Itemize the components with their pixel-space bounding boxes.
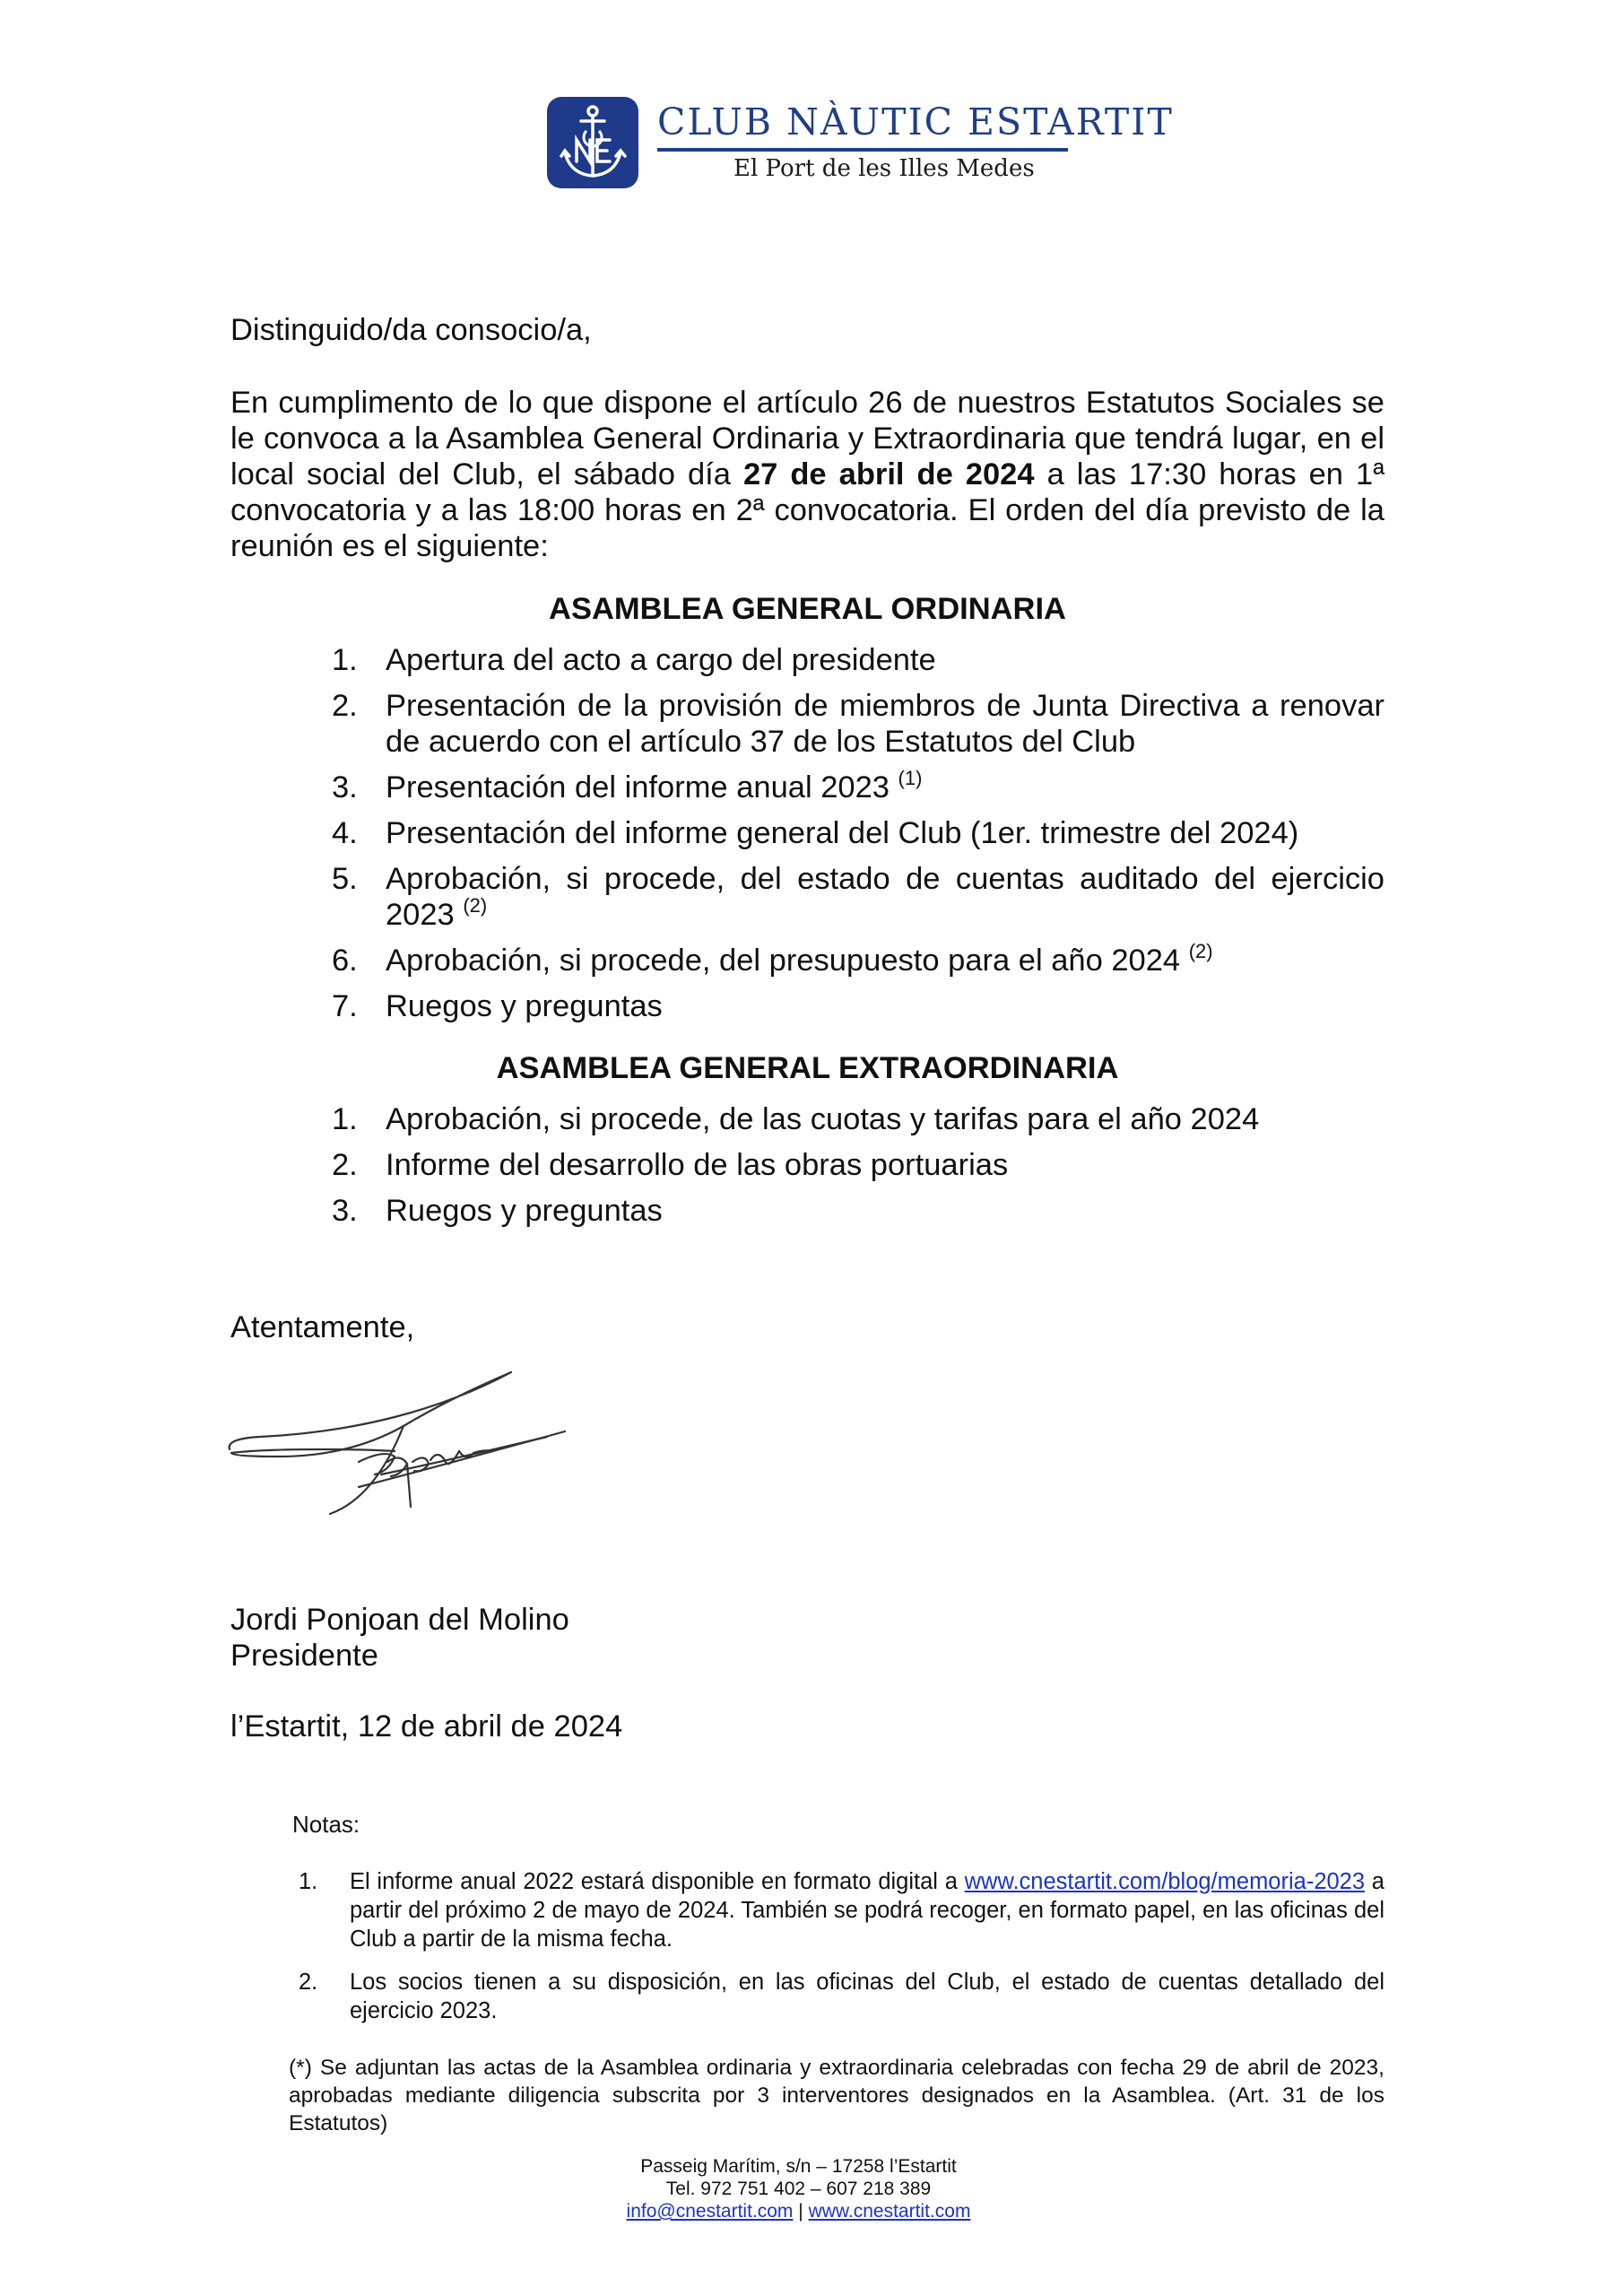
footer-phone: Tel. 972 751 402 – 607 218 389 <box>665 2179 932 2199</box>
signer-role: Presidente <box>230 1639 378 1673</box>
club-subtitle: El Port de les Illes Medes <box>733 155 1035 182</box>
agenda-item <box>332 861 1384 933</box>
agenda-item-text: Ruegos y preguntas <box>386 989 663 1023</box>
agenda-item-number: 5. <box>332 862 358 896</box>
footnote-ref: (1) <box>898 767 923 789</box>
note-text-end: a partir del próximo 2 de mayo de 2024. También se podrá recoger, en formato papel, en las oficinas del Club a partir de la misma fecha. <box>350 1869 1384 1952</box>
agenda-item <box>332 642 1384 678</box>
agenda-item-text: Aprobación, si procede, del presupuesto para el año 2024 <box>386 944 1189 978</box>
signature-icon <box>224 1363 583 1534</box>
note-item <box>299 1968 1384 2025</box>
agenda-item <box>332 1101 1384 1137</box>
greeting: Distinguido/da consocio/a, <box>230 313 592 347</box>
agenda-item-text: Presentación de la provisión de miembros de Junta Directiva a renovar de acuerdo con el artículo 37 de los Estatutos del Club <box>386 689 1384 759</box>
intro-paragraph <box>230 385 1384 564</box>
intro-text-end: a las 17:30 horas en 1ª convocatoria y a las 18:00 horas en 2ª convocatoria. El orden del día previsto de la reunión es el siguiente: <box>230 457 1384 563</box>
agenda-item-number: 6. <box>332 944 358 978</box>
anchor-logo-icon <box>547 97 638 188</box>
note-number: 1. <box>299 1869 318 1894</box>
agenda-item-text: Ruegos y preguntas <box>386 1194 663 1228</box>
footer-links <box>0 2200 1597 2222</box>
agenda-item <box>332 988 1384 1024</box>
footer-separator: | <box>793 2201 809 2222</box>
agenda-item <box>332 1193 1384 1229</box>
ordinary-assembly-heading: ASAMBLEA GENERAL ORDINARIA <box>549 592 1066 626</box>
extraordinary-agenda <box>332 1101 1384 1239</box>
note-item <box>299 1867 1384 1953</box>
agenda-item-number: 3. <box>332 770 358 804</box>
club-logo <box>547 97 638 188</box>
intro-text-start: En cumplimento de lo que dispone el artículo 26 de nuestros Estatutos Sociales se le convoca a la Asamblea General Ordinaria y Extraordinaria que tendrá lugar, en el local social del Club, el sábado día <box>230 386 1384 491</box>
agenda-item <box>332 1147 1384 1183</box>
website-link[interactable]: www.cnestartit.com <box>808 2201 971 2222</box>
notes-title: Notas: <box>292 1811 360 1838</box>
agenda-item <box>332 815 1384 851</box>
agenda-item-number: 3. <box>332 1194 358 1228</box>
closing-salutation: Atentamente, <box>230 1310 415 1344</box>
extraordinary-assembly-heading: ASAMBLEA GENERAL EXTRAORDINARIA <box>496 1051 1119 1085</box>
note-text-start: El informe anual 2022 estará disponible en formato digital a <box>350 1869 965 1894</box>
email-link[interactable]: info@cnestartit.com <box>626 2201 794 2222</box>
note-text: Los socios tienen a su disposición, en las oficinas del Club, el estado de cuentas detallado del ejercicio 2023. <box>350 1970 1384 2023</box>
agenda-item <box>332 767 1384 805</box>
signer-name: Jordi Ponjoan del Molino <box>230 1603 569 1637</box>
club-name: CLUB NÀUTIC ESTARTIT <box>657 100 1174 144</box>
footer <box>0 2155 1597 2222</box>
annex-note: (*) Se adjuntan las actas de la Asamblea ordinaria y extraordinaria celebradas con fecha 29 de abril de 2023, aprobadas mediante diligencia subscrita por 3 interventores designados en la Asamblea. (Art. 31 de los Estatutos) <box>289 2056 1384 2135</box>
agenda-item-text: Aprobación, si procede, de las cuotas y tarifas para el año 2024 <box>386 1102 1260 1136</box>
agenda-item-text: Presentación del informe anual 2023 <box>386 770 898 804</box>
footer-address: Passeig Marítim, s/n – 17258 l’Estartit <box>640 2156 957 2177</box>
agenda-item-number: 2. <box>332 1148 358 1182</box>
ordinary-agenda <box>332 642 1384 1034</box>
footnote-ref: (2) <box>1188 940 1213 962</box>
agenda-item-text: Presentación del informe general del Club (1er. trimestre del 2024) <box>386 816 1299 850</box>
agenda-item-number: 7. <box>332 989 358 1023</box>
header-rule <box>657 148 1068 152</box>
agenda-item-number: 1. <box>332 643 358 677</box>
agenda-item-number: 4. <box>332 816 358 850</box>
agenda-item <box>332 688 1384 760</box>
notes-list <box>299 1867 1384 2039</box>
agenda-item <box>332 940 1384 978</box>
note-number: 2. <box>299 1970 318 1995</box>
agenda-item-text: Aprobación, si procede, del estado de cuentas auditado del ejercicio 2023 <box>386 862 1384 932</box>
place-and-date: l’Estartit, 12 de abril de 2024 <box>230 1709 623 1744</box>
agenda-item-number: 2. <box>332 689 358 723</box>
meeting-date: 27 de abril de 2024 <box>742 457 1035 491</box>
agenda-item-text: Apertura del acto a cargo del presidente <box>386 643 936 677</box>
footnote-ref: (2) <box>463 894 488 917</box>
agenda-item-number: 1. <box>332 1102 358 1136</box>
annual-report-link[interactable]: www.cnestartit.com/blog/memoria-2023 <box>964 1869 1366 1894</box>
agenda-item-text: Informe del desarrollo de las obras portuarias <box>386 1148 1009 1182</box>
